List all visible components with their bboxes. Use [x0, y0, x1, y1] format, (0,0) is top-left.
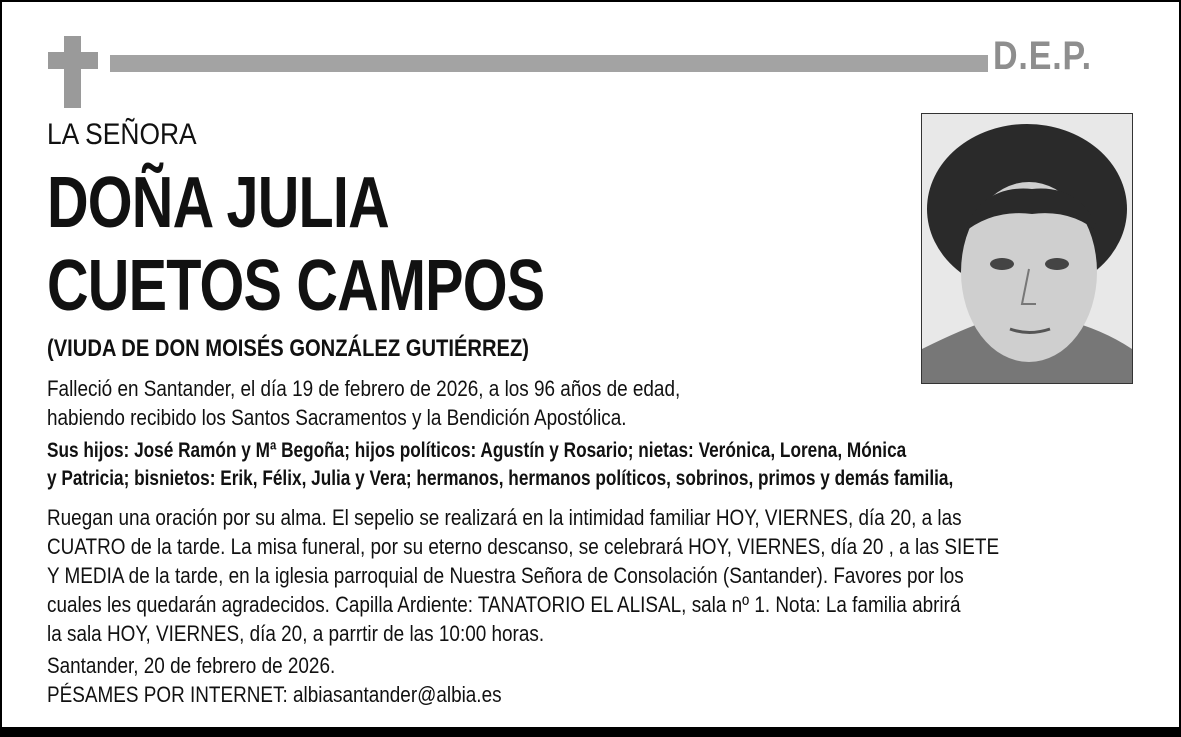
header-rule: [110, 55, 988, 72]
deceased-portrait: [921, 113, 1133, 384]
cross-icon: [64, 36, 81, 108]
dep-label: D.E.P.: [993, 34, 1092, 78]
ceremony-line: CUATRO de la tarde. La misa funeral, por su eterno descanso, se celebrará HOY, VIERNES, día 20 , a las SIETE: [47, 534, 1000, 559]
ceremony-line: la sala HOY, VIERNES, día 20, a parrtir de las 10:00 horas.: [47, 621, 545, 646]
honorific: LA SEÑORA: [47, 118, 197, 151]
family-line: y Patricia; bisnietos: Erik, Félix, Julia y Vera; hermanos, hermanos políticos, sobrinos, primos y demás familia,: [47, 467, 954, 490]
cross-icon-bar: [48, 52, 98, 69]
place-date: Santander, 20 de febrero de 2026.: [47, 653, 336, 678]
ceremony-line: Y MEDIA de la tarde, en la iglesia parroquial de Nuestra Señora de Consolación (Santander). Favores por los: [47, 563, 964, 588]
family-line: Sus hijos: José Ramón y Mª Begoña; hijos políticos: Agustín y Rosario; nietas: Verónica, Lorena, Mónica: [47, 439, 907, 462]
death-info-line: Falleció en Santander, el día 19 de febrero de 2026, a los 96 años de edad,: [47, 376, 681, 401]
ceremony-line: Ruegan una oración por su alma. El sepelio se realizará en la intimidad familiar HOY, VIERNES, día 20, a las: [47, 505, 962, 530]
bottom-border: [0, 727, 1181, 737]
condolences-email: PÉSAMES POR INTERNET: albiasantander@albia.es: [47, 682, 502, 707]
death-info-line: habiendo recibido los Santos Sacramentos y la Bendición Apostólica.: [47, 405, 627, 430]
deceased-name-line2: CUETOS CAMPOS: [47, 246, 545, 326]
widow-of: (VIUDA DE DON MOISÉS GONZÁLEZ GUTIÉRREZ): [47, 335, 529, 362]
deceased-name-line1: DOÑA JULIA: [47, 163, 389, 243]
ceremony-line: cuales les quedarán agradecidos. Capilla Ardiente: TANATORIO EL ALISAL, sala nº 1. Nota: La familia abrirá: [47, 592, 961, 617]
